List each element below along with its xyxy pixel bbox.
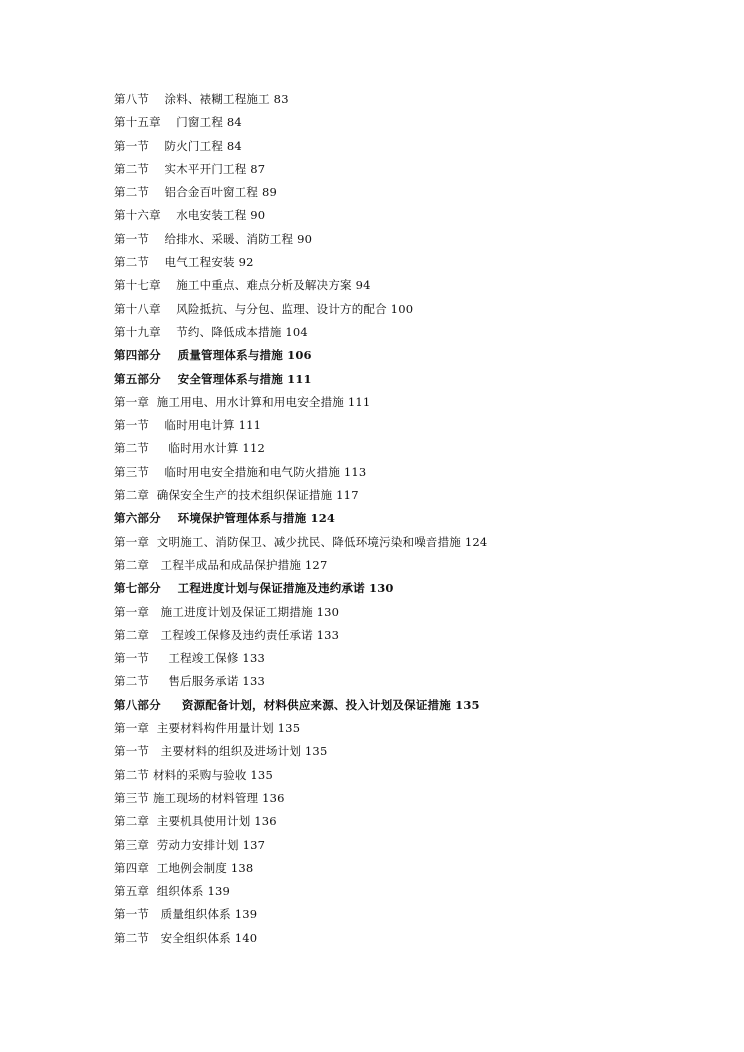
toc-entry-text: 第二节 售后服务承诺 133 — [114, 674, 265, 689]
toc-entry-chapter — [114, 484, 674, 507]
toc-entry-section — [114, 437, 674, 460]
toc-entry-section — [114, 228, 674, 251]
toc-entry-chapter — [114, 274, 674, 297]
toc-entry-text: 第十八章 风险抵抗、与分包、监理、设计方的配合 100 — [114, 301, 414, 316]
toc-entry-text: 第一节 临时用电计算 111 — [114, 418, 262, 433]
toc-entry-text: 第四章 工地例会制度 138 — [114, 860, 254, 875]
toc-entry-chapter — [114, 204, 674, 227]
toc-entry-section — [114, 647, 674, 670]
toc-entry-chapter — [114, 321, 674, 344]
toc-entry-chapter — [114, 834, 674, 857]
toc-entry-text: 第一章 文明施工、消防保卫、减少扰民、降低环境污染和噪音措施 124 — [114, 534, 488, 549]
toc-entry-text: 第二章 工程竣工保修及违约责任承诺 133 — [114, 627, 340, 642]
toc-entry-chapter — [114, 111, 674, 134]
toc-entry-section — [114, 927, 674, 950]
toc-entry-text: 第十六章 水电安装工程 90 — [114, 208, 266, 223]
toc-entry-text: 第一节 工程竣工保修 133 — [114, 651, 265, 666]
toc-entry-section — [114, 903, 674, 926]
toc-entry-part — [114, 577, 674, 600]
toc-entry-part — [114, 344, 674, 367]
toc-entry-text: 第一节 防火门工程 84 — [114, 138, 242, 153]
toc-entry-chapter — [114, 810, 674, 833]
toc-entry-text: 第一章 主要材料构件用量计划 135 — [114, 721, 301, 736]
toc-entry-section — [114, 787, 674, 810]
toc-entry-text: 第二节 临时用水计算 112 — [114, 441, 265, 456]
toc-entry-chapter — [114, 624, 674, 647]
toc-entry-section — [114, 670, 674, 693]
toc-entry-text: 第七部分 工程进度计划与保证措施及违约承诺 130 — [114, 581, 394, 596]
toc-entry-chapter — [114, 857, 674, 880]
toc-entry-text: 第十七章 施工中重点、难点分析及解决方案 94 — [114, 278, 371, 293]
toc-entry-chapter — [114, 298, 674, 321]
toc-entry-text: 第三节 施工现场的材料管理 136 — [114, 790, 285, 805]
toc-entry-section — [114, 764, 674, 787]
toc-entry-part — [114, 694, 674, 717]
toc-entry-section — [114, 461, 674, 484]
toc-entry-text: 第二节 电气工程安装 92 — [114, 255, 254, 270]
toc-entry-text: 第五章 组织体系 139 — [114, 884, 231, 899]
toc-entry-text: 第一节 主要材料的组织及进场计划 135 — [114, 744, 328, 759]
toc-entry-text: 第二节 实木平开门工程 87 — [114, 161, 266, 176]
toc-entry-section — [114, 181, 674, 204]
toc-entry-text: 第十九章 节约、降低成本措施 104 — [114, 324, 308, 339]
table-of-contents — [114, 88, 674, 950]
toc-entry-text: 第十五章 门窗工程 84 — [114, 115, 242, 130]
toc-entry-section — [114, 414, 674, 437]
toc-entry-part — [114, 507, 674, 530]
toc-entry-text: 第二章 工程半成品和成品保护措施 127 — [114, 557, 328, 572]
toc-entry-text: 第二章 主要机具使用计划 136 — [114, 814, 277, 829]
toc-entry-chapter — [114, 880, 674, 903]
toc-entry-text: 第二章 确保安全生产的技术组织保证措施 117 — [114, 488, 359, 503]
toc-entry-text: 第三章 劳动力安排计划 137 — [114, 837, 266, 852]
toc-entry-text: 第八部分 资源配备计划，材料供应来源、投入计划及保证措施 135 — [114, 697, 480, 712]
toc-entry-section — [114, 740, 674, 763]
toc-entry-text: 第一节 给排水、采暖、消防工程 90 — [114, 231, 313, 246]
toc-entry-section — [114, 158, 674, 181]
toc-entry-text: 第三节 临时用电安全措施和电气防火措施 113 — [114, 464, 367, 479]
toc-entry-text: 第八节 涂料、裱糊工程施工 83 — [114, 92, 289, 106]
toc-entry-text: 第一章 施工用电、用水计算和用电安全措施 111 — [114, 394, 371, 409]
toc-entry-text: 第二节 铝合金百叶窗工程 89 — [114, 185, 278, 200]
toc-entry-chapter — [114, 717, 674, 740]
toc-entry-part — [114, 368, 674, 391]
toc-entry-text: 第四部分 质量管理体系与措施 106 — [114, 348, 312, 363]
toc-entry-chapter — [114, 554, 674, 577]
toc-entry-text: 第二节 材料的采购与验收 135 — [114, 767, 273, 782]
toc-entry-section — [114, 251, 674, 274]
toc-entry-text: 第五部分 安全管理体系与措施 111 — [114, 371, 312, 386]
toc-entry-chapter — [114, 601, 674, 624]
toc-entry-text: 第一章 施工进度计划及保证工期措施 130 — [114, 604, 340, 619]
toc-entry-section — [114, 135, 674, 158]
toc-entry-section — [114, 88, 674, 111]
toc-entry-text: 第六部分 环境保护管理体系与措施 124 — [114, 511, 336, 526]
toc-entry-chapter — [114, 391, 674, 414]
toc-entry-chapter — [114, 531, 674, 554]
toc-entry-text: 第一节 质量组织体系 139 — [114, 907, 258, 922]
toc-entry-text: 第二节 安全组织体系 140 — [114, 930, 258, 945]
